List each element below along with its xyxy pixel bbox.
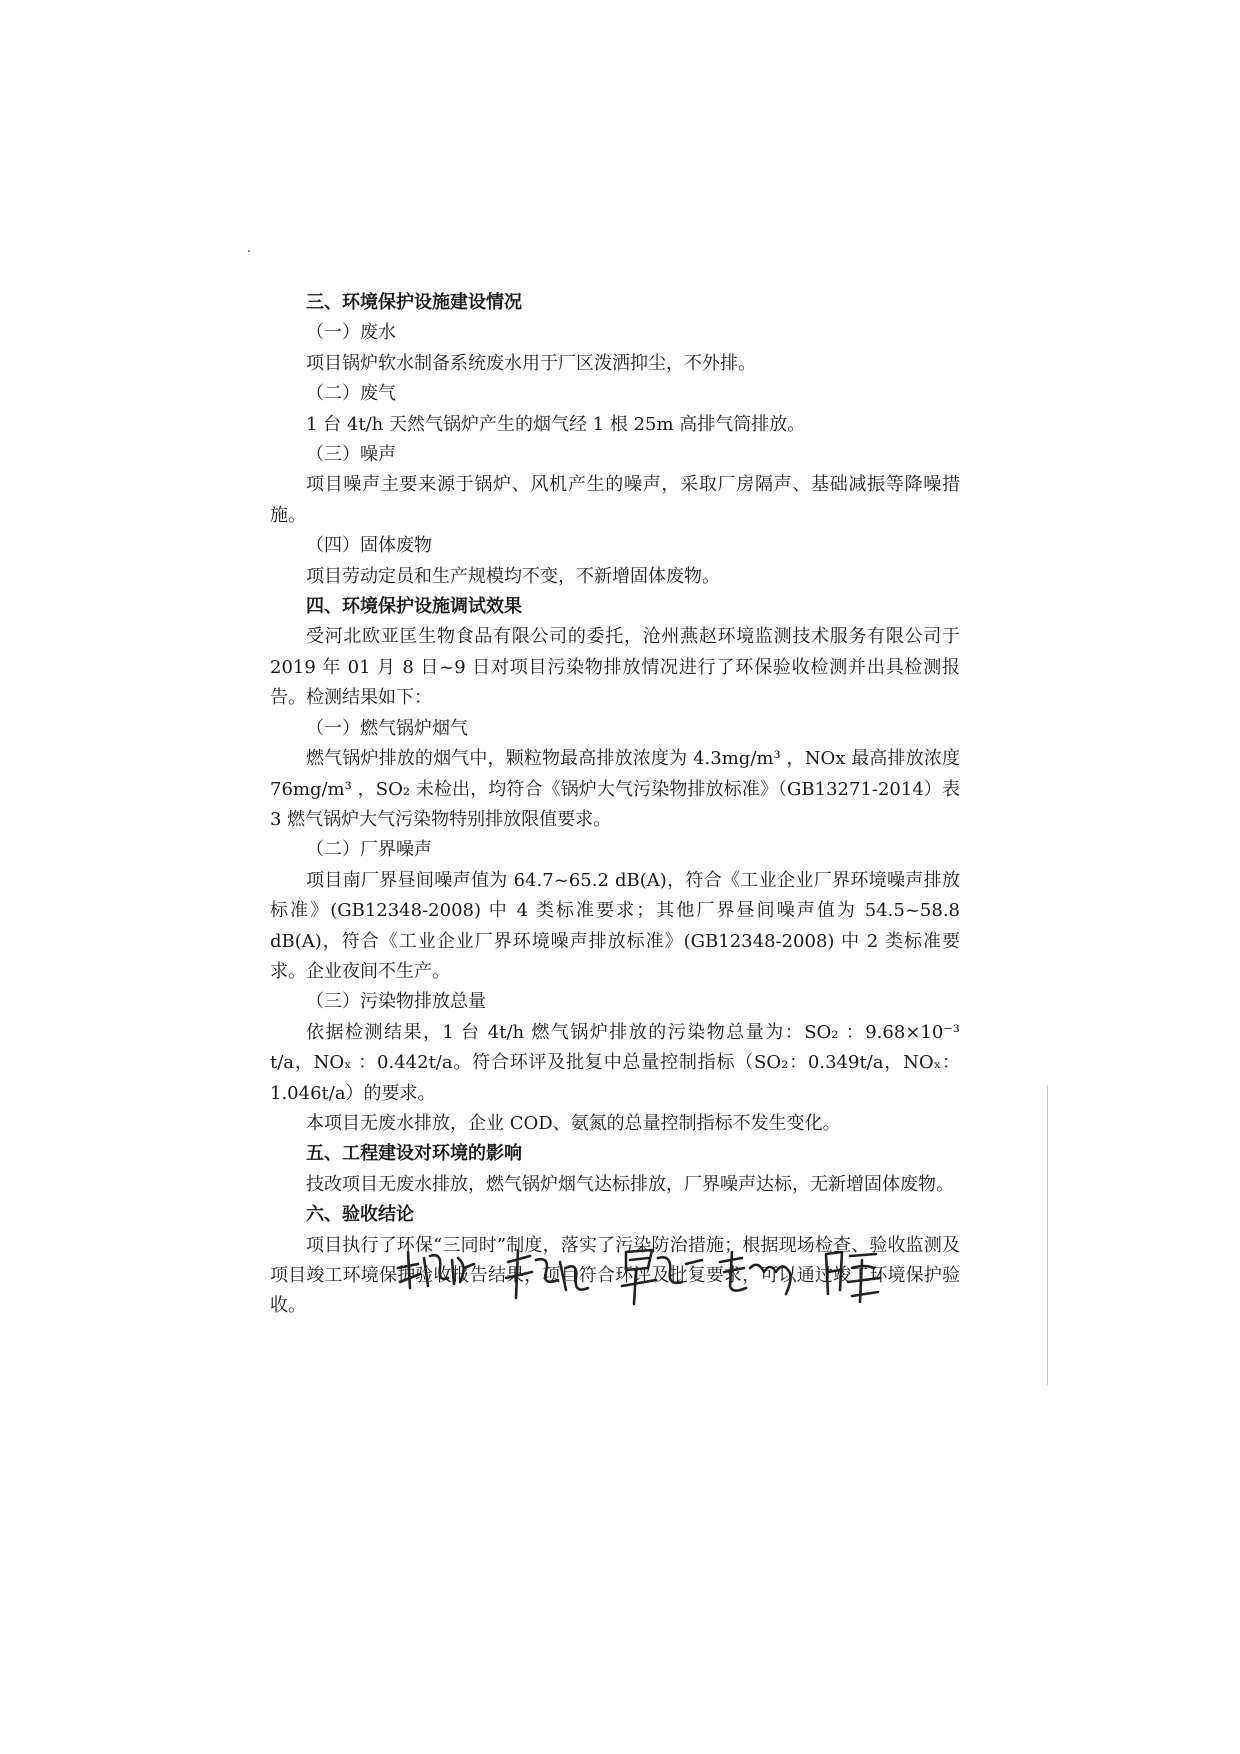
signature-block [390,1238,910,1318]
section-3-3-heading: （三）噪声 [306,444,396,466]
section-4-3-heading: （三）污染物排放总量 [306,991,486,1013]
signature-3 [622,1250,702,1304]
section-3-2-text: 1 台 4t/h 天然气锅炉产生的烟气经 1 根 25m 高排气筒排放。 [306,413,806,435]
section-4-3-text: 依据检测结果，1 台 4t/h 燃气锅炉排放的污染物总量为：SO₂ ：9.68×10⁻³ t/a，NOₓ ：0.442t/a。符合环评及批复中总量控制指标（SO₂：0.349t/a，NOₓ：1.046t/a）的要求。 [270,1021,960,1104]
section-5-heading: 五、工程建设对环境的影响 [306,1143,522,1165]
section-3-1-text: 项目锅炉软水制备系统废水用于厂区泼洒抑尘，不外排。 [306,352,756,374]
scan-artifact [248,250,250,252]
document-body [270,288,960,1322]
section-6-text: 项目执行了环保“三同时”制度，落实了污染防治措施；根据现场检查、验收监测及项目竣工环境保护验收报告结果，项目符合环评及批复要求，可以通过竣工环境保护验收。 [270,1234,960,1317]
section-4-intro: 受河北欧亚匡生物食品有限公司的委托，沧州燕赵环境监测技术服务有限公司于 2019 年 01 月 8 日~9 日对项目污染物排放情况进行了环保验收检测并出具检测报告。检测结果如下： [270,626,960,709]
section-4-heading: 四、环境保护设施调试效果 [306,596,522,618]
section-5-text: 技改项目无废水排放，燃气锅炉烟气达标排放，厂界噪声达标，无新增固体废物。 [306,1173,954,1195]
section-4-2-heading: （二）厂界噪声 [306,839,432,861]
section-3-3-text: 项目噪声主要来源于锅炉、风机产生的噪声，采取厂房隔声、基础减振等降噪措施。 [270,474,960,526]
signature-1 [398,1252,474,1288]
section-3-heading: 三、环境保护设施建设情况 [306,292,522,313]
signature-4 [720,1252,791,1294]
section-4-1-text: 燃气锅炉排放的烟气中，颗粒物最高排放浓度为 4.3mg/m³ ，NOx 最高排放浓度 76mg/m³ ，SO₂ 未检出，均符合《锅炉大气污染物排放标准》（GB13271-2014）表 3 燃气锅炉大气污染物特别排放限值要求。 [270,748,960,830]
signature-2 [506,1250,588,1298]
section-4-2-text: 项目南厂界昼间噪声值为 64.7~65.2 dB(A)，符合《工业企业厂界环境噪声排放标准》(GB12348-2008) 中 4 类标准要求；其他厂界昼间噪声值为 54.5~58.8 dB(A)，符合《工业企业厂界环境噪声排放标准》(GB12348-2008) 中 2 类标准要求。企业夜间不生产。 [270,869,960,982]
section-3-2-heading: （二）废气 [306,383,396,405]
section-3-4-heading: （四）固体废物 [306,535,432,557]
scan-edge-line [1047,1085,1048,1385]
handwritten-signatures [390,1238,910,1318]
section-4-1-heading: （一）燃气锅炉烟气 [306,717,468,739]
signature-5 [826,1252,880,1302]
section-4-3-note: 本项目无废水排放，企业 COD、氨氮的总量控制指标不发生变化。 [306,1112,841,1134]
section-6-heading: 六、验收结论 [306,1204,414,1226]
section-3-1-heading: （一）废水 [306,322,396,344]
section-3-4-text: 项目劳动定员和生产规模均不变，不新增固体废物。 [306,565,720,587]
